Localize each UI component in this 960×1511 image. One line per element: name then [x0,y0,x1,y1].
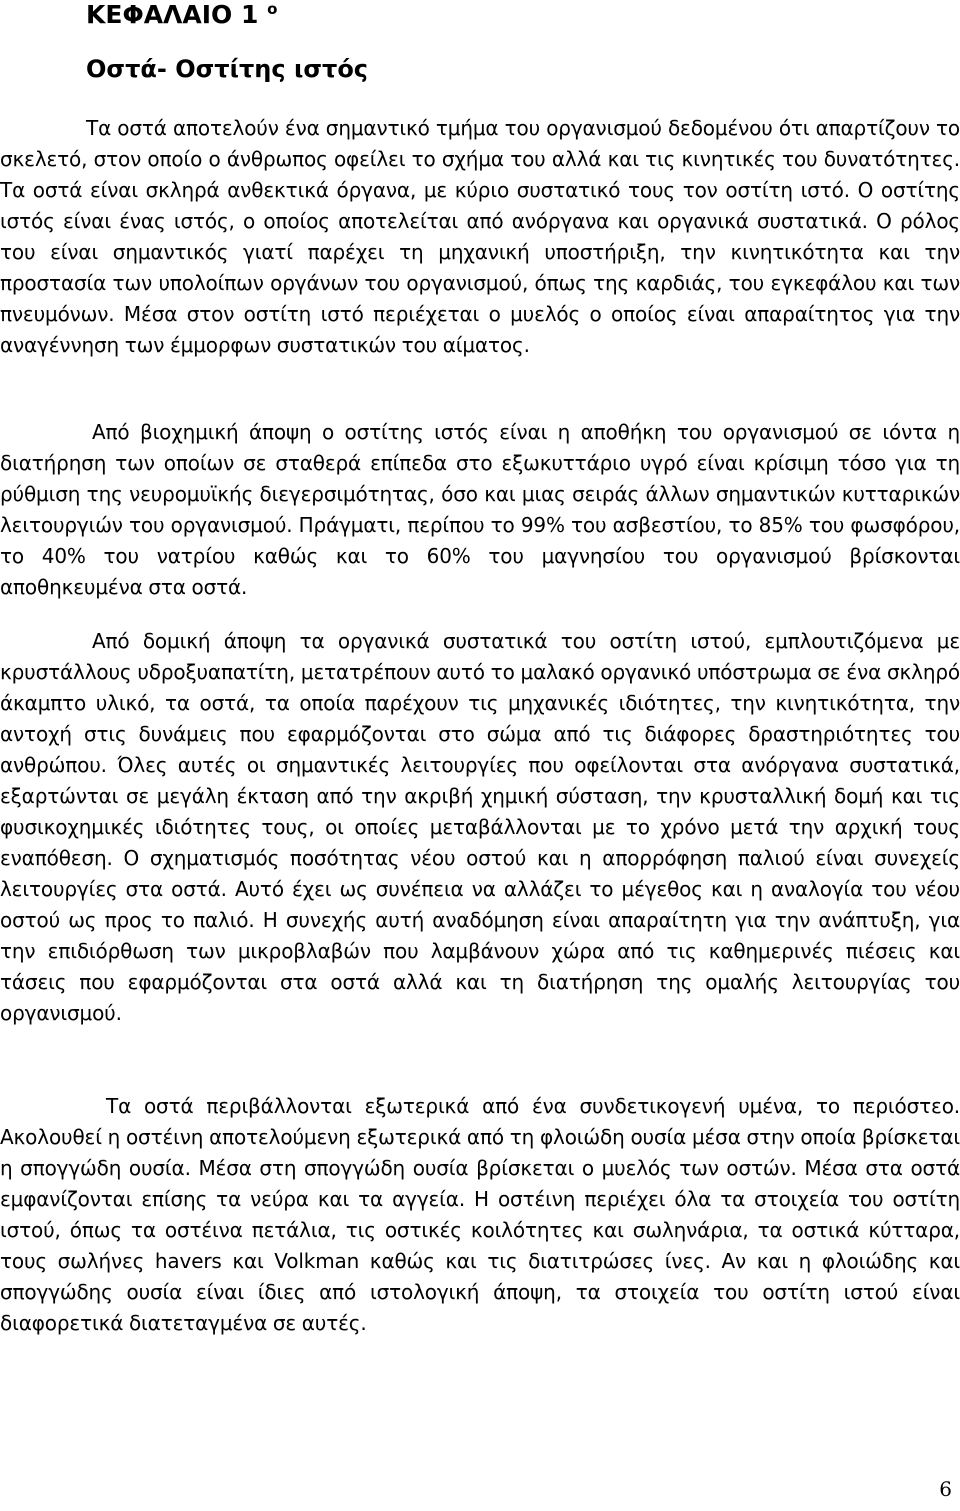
chapter-title-text: ΚΕΦΑΛΑΙΟ 1 [86,0,259,29]
chapter-title [86,0,277,30]
section-title: Οστά- Οστίτης ιστός [86,55,369,83]
paragraph-bone-anatomy: Τα οστά περιβάλλονται εξωτερικά από ένα συνδετικογενή υμένα, το περιόστεο. Ακολουθεί η οστέινη αποτελούμενη εξωτερικά από τη φλοιώδη ουσία μέσα στην οποία βρίσκεται η σπογγώδη ουσία. Μέσα στη σπογγώδη ουσία βρίσκεται ο μυελός των οστών. Μέσα στα οστά εμφανίζονται επίσης τα νεύρα και τα αγγεία. Η οστέινη περιέχει όλα τα στοιχεία του οστίτη ιστού, όπως τα οστέινα πετάλια, τις οστικές κοιλότητες και σωληνάρια, τα οστικά κύτταρα, τους σωλήνες havers και Volkman καθώς και τις διατιτρώσες ίνες. Αν και η φλοιώδης και σπογγώδης ουσία είναι ίδιες από ιστολογική άποψη, τα στοιχεία του οστίτη ιστού είναι διαφορετικά διατεταγμένα σε αυτές. [0,1094,960,1335]
paragraph-structural-view: Από δομική άποψη τα οργανικά συστατικά του οστίτη ιστού, εμπλουτιζόμενα με κρυστάλλους υδροξυαπατίτη, μετατρέπουν αυτό το μαλακό οργανικό υπόστρωμα σε ένα σκληρό άκαμπτο υλικό, τα οστά, τα οποία παρέχουν τις μηχανικές ιδιότητες, την κινητικότητα, την αντοχή στις δυνάμεις που εφαρμόζονται στο σώμα από τις διάφορες δραστηριότητες του ανθρώπου. Όλες αυτές οι σημαντικές λειτουργίες που οφείλονται στα ανόργανα συστατικά, εξαρτώνται σε μεγάλη έκταση από την ακριβή χημική σύσταση, την κρυσταλλική δομή και τις φυσικοχημικές ιδιότητες τους, οι οποίες μεταβάλλονται με το χρόνο μετά την αρχική τους εναπόθεση. Ο σχηματισμός ποσότητας νέου οστού και η απορρόφηση παλιού είναι συνεχείς λειτουργίες στα οστά. Αυτό έχει ως συνέπεια να αλλάζει το μέγεθος και η αναλογία του νέου οστού ως προς το παλιό. Η συνεχής αυτή αναδόμηση είναι απαραίτητη για την ανάπτυξη, για την επιδιόρθωση των μικροβλαβών που λαμβάνουν χώρα από τις καθημερινές πιέσεις και τάσεις που εφαρμόζονται στα οστά αλλά και τη διατήρηση της ομαλής λειτουργίας του οργανισμού. [0,629,960,1025]
paragraph-biochemical-view: Από βιοχημική άποψη ο οστίτης ιστός είναι η αποθήκη του οργανισμού σε ιόντα η διατήρηση των οποίων σε σταθερά επίπεδα στο εξωκυττάριο υγρό είναι κρίσιμη τόσο για τη ρύθμιση της νευρομυϊκής διεγερσιμότητας, όσο και μιας σειράς άλλων σημαντικών κυτταρικών λειτουργιών του οργανισμού. Πράγματι, περίπου το 99% του ασβεστίου, το 85% του φωσφόρου, το 40% του νατρίου καθώς και το 60% του μαγνησίου του οργανισμού βρίσκονται αποθηκευμένα στα οστά. [0,420,960,599]
page-number: 6 [939,1477,952,1501]
chapter-title-superscript: ο [267,0,278,18]
paragraph-bone-overview: Τα οστά αποτελούν ένα σημαντικό τμήμα του οργανισμού δεδομένου ότι απαρτίζουν το σκελετό, στον οποίο ο άνθρωπος οφείλει το σχήμα του αλλά και τις κινητικές του δυνατότητες. Τα οστά είναι σκληρά ανθεκτικά όργανα, με κύριο συστατικό τους τον οστίτη ιστό. Ο οστίτης ιστός είναι ένας ιστός, ο οποίος αποτελείται από ανόργανα και οργανικά συστατικά. Ο ρόλος του είναι σημαντικός γιατί παρέχει τη μηχανική υποστήριξη, την κινητικότητα και την προστασία των υπολοίπων οργάνων του οργανισμού, όπως της καρδιάς, του εγκεφάλου και των πνευμόνων. Μέσα στον οστίτη ιστό περιέχεται ο μυελός ο οποίος είναι απαραίτητος για την αναγέννηση των έμμορφων συστατικών του αίματος. [0,116,960,357]
